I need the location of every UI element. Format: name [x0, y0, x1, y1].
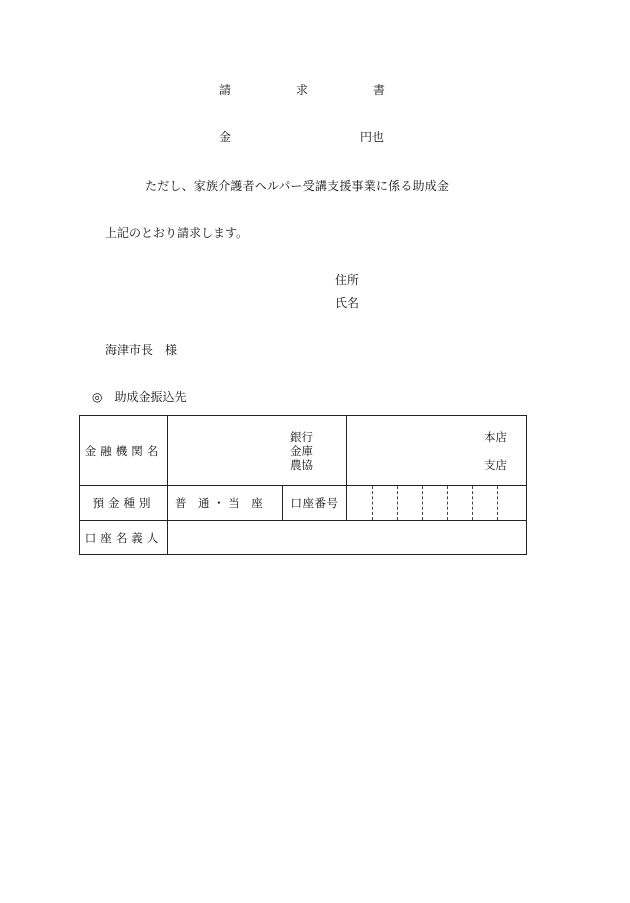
digit-separator	[497, 486, 498, 520]
transfer-heading: ◎ 助成金振込先	[92, 390, 187, 404]
bank-type-bank: 銀行	[290, 430, 313, 444]
name-label: 氏名	[335, 296, 360, 310]
deposit-type-label: 預金種別	[80, 486, 168, 521]
bank-type-credit-union: 金庫	[290, 444, 313, 458]
financial-institution-cell[interactable]	[168, 416, 347, 486]
bank-type-agricultural-coop: 農協	[290, 458, 313, 472]
bank-transfer-table	[79, 415, 527, 555]
title-char-2: 求	[296, 83, 309, 97]
account-holder-field[interactable]	[168, 521, 527, 555]
amount-prefix: 金	[219, 130, 232, 144]
deposit-type-options[interactable]	[168, 486, 283, 521]
account-holder-label: 口座名義人	[80, 521, 168, 555]
amount-suffix: 円也	[360, 130, 385, 144]
title-char-3: 書	[373, 83, 386, 97]
table-row	[80, 486, 527, 521]
table-row	[80, 521, 527, 555]
account-number-label: 口座番号	[283, 486, 347, 521]
digit-separator	[397, 486, 398, 520]
digit-separator	[472, 486, 473, 520]
branch-office-label: 支店	[484, 458, 507, 472]
table-row	[80, 416, 527, 486]
financial-institution-label: 金融機関名	[80, 416, 168, 486]
digit-separator	[447, 486, 448, 520]
head-office-label: 本店	[484, 430, 507, 444]
addressee: 海津市長 様	[105, 343, 178, 357]
digit-separator	[422, 486, 423, 520]
purpose-text: ただし、家族介護者ヘルパー受講支援事業に係る助成金	[145, 179, 450, 193]
deposit-type-value: 普 通 ・ 当 座	[175, 496, 263, 510]
account-number-field[interactable]	[347, 486, 527, 521]
digit-separator	[372, 486, 373, 520]
statement-text: 上記のとおり請求します。	[105, 226, 249, 240]
address-label: 住所	[335, 273, 360, 287]
branch-cell[interactable]	[347, 416, 527, 486]
title-char-1: 請	[219, 83, 232, 97]
